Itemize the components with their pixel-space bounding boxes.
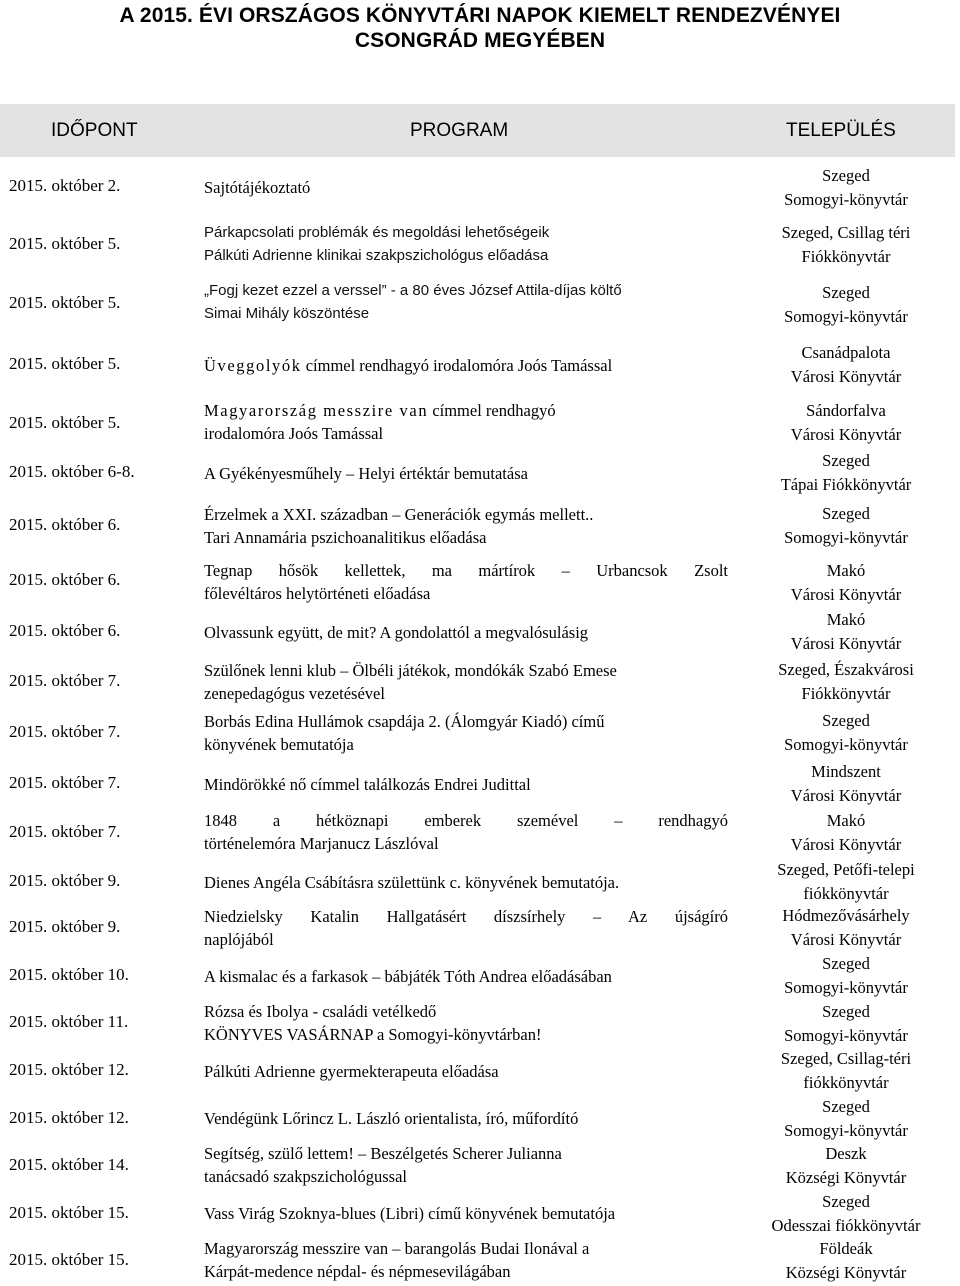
program-rest: címmel rendhagyó irodalomóra Joós Tamással	[301, 356, 613, 375]
row-date: 2015. október 9.	[9, 871, 121, 890]
program-line: Pálkúti Adrienne gyermekterapeuta előadása	[204, 1062, 499, 1081]
place-line: Szeged	[822, 954, 870, 973]
row-place	[758, 164, 934, 211]
place-line: Szeged, Petőfi-telepi	[777, 860, 915, 879]
row-program	[204, 871, 728, 894]
place-line: Szeged, Csillag-téri	[780, 1049, 912, 1068]
row-date: 2015. október 6.	[9, 570, 121, 589]
place-line: Városi Könyvtár	[790, 785, 902, 805]
row-date: 2015. október 7.	[9, 773, 121, 792]
place-line: Földeák	[819, 1239, 873, 1258]
row-program	[204, 462, 728, 485]
row-place	[758, 1000, 934, 1047]
program-line	[204, 399, 728, 422]
place-line: Városi Könyvtár	[790, 633, 902, 653]
program-line: Niedzielsky Katalin Hallgatásért díszsírhely – Az újságíró	[204, 907, 728, 926]
place-line: Sándorfalva	[806, 401, 886, 420]
document-title-line1: A 2015. ÉVI ORSZÁGOS KÖNYVTÁRI NAPOK KIEMELT RENDEZVÉNYEI	[119, 4, 841, 27]
row-date: 2015. október 6.	[9, 515, 121, 534]
row-program	[204, 773, 728, 796]
program-line: Mindörökké nő címmel találkozás Endrei Judittal	[204, 775, 531, 794]
place-line: Csanádpalota	[801, 343, 891, 362]
row-program	[204, 621, 728, 644]
place-line: Makó	[826, 610, 866, 629]
row-program	[204, 965, 728, 988]
place-line: Városi Könyvtár	[790, 366, 902, 386]
row-place	[758, 608, 934, 655]
place-line: Városi Könyvtár	[790, 834, 902, 854]
row-date: 2015. október 5.	[9, 234, 121, 253]
row-date: 2015. október 7.	[9, 822, 121, 841]
table-header	[0, 104, 955, 157]
row-date: 2015. október 7.	[9, 722, 121, 741]
row-program	[204, 1202, 728, 1225]
row-place	[758, 502, 934, 549]
row-place	[758, 760, 934, 807]
row-date: 2015. október 12.	[9, 1060, 129, 1079]
program-line	[204, 354, 728, 377]
program-line: Szülőnek lenni klub – Ölbéli játékok, mondókák Szabó Emese	[204, 661, 617, 680]
program-line: A kismalac és a farkasok – bábjáték Tóth Andrea előadásában	[204, 967, 612, 986]
row-place	[758, 1190, 934, 1237]
row-place	[758, 709, 934, 756]
row-date: 2015. október 7.	[9, 671, 121, 690]
program-line: Kárpát-medence népdal- és népmesevilágában	[204, 1262, 511, 1281]
place-line: Somogyi-könyvtár	[784, 1025, 908, 1045]
row-date: 2015. október 6-8.	[9, 462, 135, 481]
row-date: 2015. október 10.	[9, 965, 129, 984]
place-line: fiókkönyvtár	[803, 883, 889, 903]
row-place	[758, 1047, 934, 1094]
row-place	[758, 559, 934, 606]
row-place	[758, 1095, 934, 1142]
place-line: Városi Könyvtár	[790, 584, 902, 604]
place-line: Mindszent	[811, 762, 881, 781]
row-program	[204, 279, 728, 325]
place-line: Szeged	[822, 711, 870, 730]
row-date: 2015. október 5.	[9, 413, 121, 432]
program-line: Érzelmek a XXI. században – Generációk egymás mellett..	[204, 505, 594, 524]
program-line: Olvassunk együtt, de mit? A gondolattól a megvalósulásig	[204, 623, 589, 642]
program-line: „Fogj kezet ezzel a verssel” - a 80 éves József Attila-díjas költő	[204, 282, 622, 299]
place-line: Szeged	[822, 1002, 870, 1021]
program-line: A Gyékényesműhely – Helyi értéktár bemutatása	[204, 464, 528, 483]
row-date: 2015. október 5.	[9, 293, 121, 312]
program-line: Magyarország messzire van – barangolás Budai Ilonával a	[204, 1239, 590, 1258]
row-program	[204, 809, 728, 855]
program-line: Vass Virág Szoknya-blues (Libri) című könyvének bemutatója	[204, 1204, 616, 1223]
row-date: 2015. október 14.	[9, 1155, 129, 1174]
program-line: Tari Annamária pszichoanalitikus előadása	[204, 528, 487, 547]
program-title-spaced: Magyarország messzire van	[204, 401, 429, 420]
row-program	[204, 559, 728, 605]
row-place	[758, 449, 934, 496]
place-line: Községi Könyvtár	[785, 1167, 907, 1187]
row-place	[758, 809, 934, 856]
row-date: 2015. október 11.	[9, 1012, 129, 1031]
place-line: fiókkönyvtár	[803, 1072, 889, 1092]
row-date: 2015. október 15.	[9, 1203, 129, 1222]
program-line: zenepedagógus vezetésével	[204, 684, 385, 703]
program-line: Segítség, szülő lettem! – Beszélgetés Scherer Julianna	[204, 1144, 562, 1163]
place-line: Szeged, Északvárosi	[778, 660, 914, 679]
row-date: 2015. október 9.	[9, 917, 121, 936]
row-date: 2015. október 12.	[9, 1108, 129, 1127]
row-program	[204, 354, 728, 377]
program-line: Dienes Angéla Csábításra születtünk c. könyvének bemutatója.	[204, 873, 620, 892]
row-program	[204, 399, 728, 445]
row-date: 2015. október 6.	[9, 621, 121, 640]
place-line: Somogyi-könyvtár	[784, 306, 908, 326]
header-place: TELEPÜLÉS	[786, 120, 896, 141]
place-line: Hódmezővásárhely	[782, 906, 910, 925]
row-place	[758, 1142, 934, 1189]
place-line: Fiókkönyvtár	[801, 683, 891, 703]
program-rest: címmel rendhagyó	[428, 401, 556, 420]
place-line: Somogyi-könyvtár	[784, 1120, 908, 1140]
row-place	[758, 399, 934, 446]
row-program	[204, 176, 728, 199]
place-line: Városi Könyvtár	[790, 929, 902, 949]
document-title-line2: CSONGRÁD MEGYÉBEN	[354, 29, 606, 52]
program-title-spaced: Üveggolyók	[204, 356, 302, 375]
program-line: irodalomóra Joós Tamással	[204, 424, 384, 443]
program-line: 1848 a hétköznapi emberek szemével – rendhagyó	[204, 811, 728, 830]
row-program	[204, 1060, 728, 1083]
place-line: Makó	[826, 561, 866, 580]
row-place	[758, 1237, 934, 1284]
row-date: 2015. október 15.	[9, 1250, 129, 1269]
row-place	[758, 858, 934, 905]
place-line: Somogyi-könyvtár	[784, 527, 908, 547]
row-program	[204, 1237, 728, 1283]
place-line: Városi Könyvtár	[790, 424, 902, 444]
place-line: Somogyi-könyvtár	[784, 977, 908, 997]
program-line: naplójából	[204, 930, 274, 949]
place-line: Odesszai fiókkönyvtár	[771, 1215, 921, 1235]
program-line: Simai Mihály köszöntése	[204, 305, 370, 322]
place-line: Somogyi-könyvtár	[784, 734, 908, 754]
place-line: Makó	[826, 811, 866, 830]
row-program	[204, 659, 728, 705]
place-line: Deszk	[825, 1144, 867, 1163]
place-line: Szeged	[822, 451, 870, 470]
place-line: Szeged, Csillag téri	[781, 223, 911, 242]
row-program	[204, 1142, 728, 1188]
place-line: Szeged	[822, 1097, 870, 1116]
place-line: Községi Könyvtár	[785, 1262, 907, 1282]
program-line: Párkapcsolati problémák és megoldási lehetőségeik	[204, 224, 550, 241]
place-line: Szeged	[822, 166, 870, 185]
row-place	[758, 341, 934, 388]
program-line: Rózsa és Ibolya - családi vetélkedő	[204, 1002, 437, 1021]
place-line: Somogyi-könyvtár	[784, 189, 908, 209]
program-line: tanácsadó szakpszichológussal	[204, 1167, 407, 1186]
program-line: történelemóra Marjanucz Lászlóval	[204, 834, 439, 853]
place-line: Szeged	[822, 1192, 870, 1211]
row-program	[204, 710, 728, 756]
row-program	[204, 503, 728, 549]
row-date: 2015. október 2.	[9, 176, 121, 195]
row-program	[204, 1000, 728, 1046]
program-line: Sajtótájékoztató	[204, 178, 311, 197]
header-program: PROGRAM	[410, 120, 509, 141]
program-line: főlevéltáros helytörténeti előadása	[204, 584, 431, 603]
program-line: Vendégünk Lőrincz L. László orientalista, író, műfordító	[204, 1109, 579, 1128]
row-place	[758, 281, 934, 328]
row-place	[758, 904, 934, 951]
place-line: Szeged	[822, 283, 870, 302]
place-line: Szeged	[822, 504, 870, 523]
program-line: KÖNYVES VASÁRNAP a Somogyi-könyvtárban!	[204, 1025, 542, 1044]
program-line: Tegnap hősök kellettek, ma mártírok – Urbancsok Zsolt	[204, 561, 728, 580]
row-date: 2015. október 5.	[9, 354, 121, 373]
row-program	[204, 221, 728, 267]
header-date: IDŐPONT	[51, 120, 138, 141]
place-line: Tápai Fiókkönyvtár	[780, 474, 912, 494]
row-program	[204, 1107, 728, 1130]
row-program	[204, 905, 728, 951]
program-line: Borbás Edina Hullámok csapdája 2. (Álomgyár Kiadó) című	[204, 712, 605, 731]
row-place	[758, 221, 934, 268]
program-line: könyvének bemutatója	[204, 735, 354, 754]
program-line: Pálkúti Adrienne klinikai szakpszichológus előadása	[204, 247, 549, 264]
row-place	[758, 658, 934, 705]
row-place	[758, 952, 934, 999]
place-line: Fiókkönyvtár	[801, 246, 891, 266]
